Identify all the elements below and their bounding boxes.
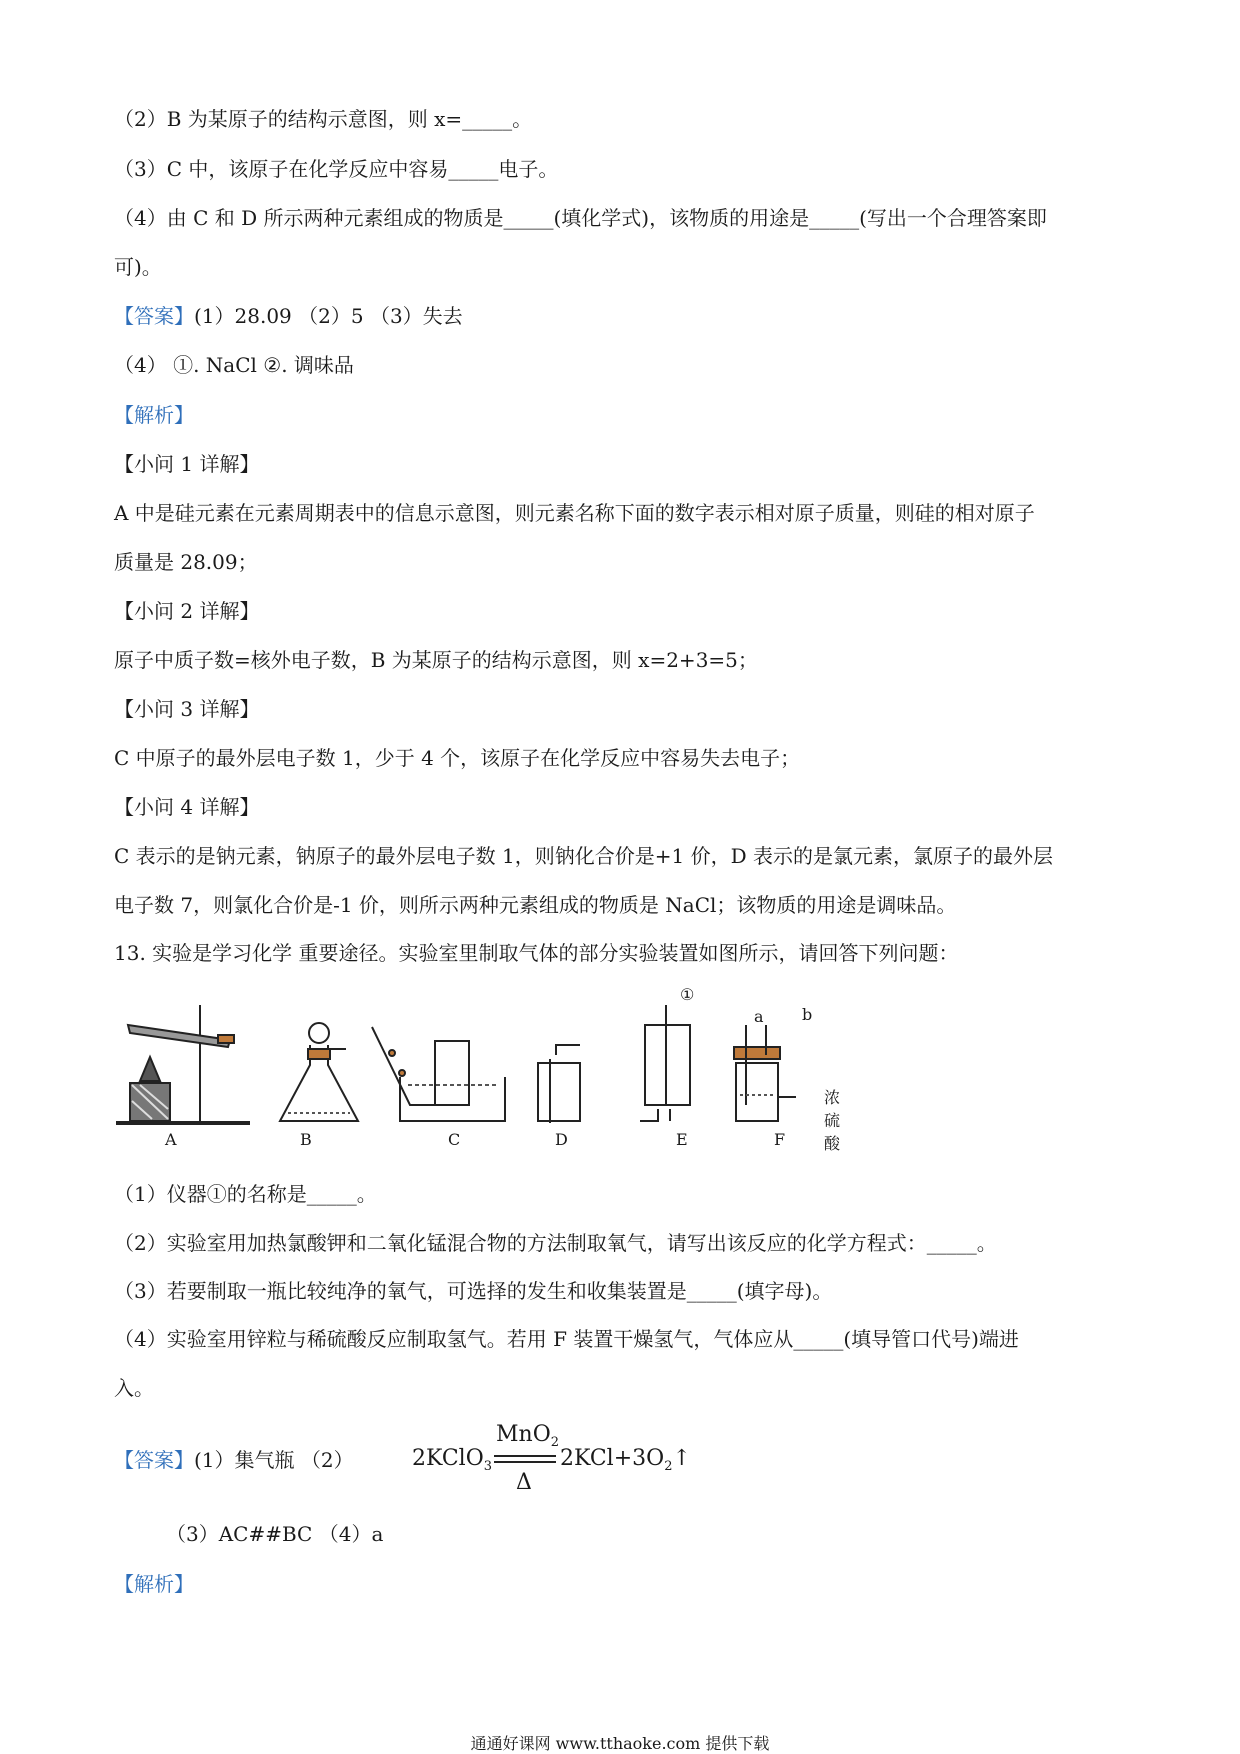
analysis-heading-13: 【解析】 (114, 1572, 194, 1596)
marker-1: ① (680, 985, 695, 1004)
eq-bar-bottom (494, 1461, 556, 1463)
eq-reactant: 2KClO$_3$ (412, 1446, 493, 1474)
sub2-text: 原子中质子数=核外电子数，B 为某原子的结构示意图，则 x=2+3=5； (114, 648, 758, 672)
label-E: E (676, 1130, 688, 1149)
q13-part2: （2）实验室用加热氯酸钾和二氧化锰混合物的方法制取氧气，请写出该反应的化学方程式：_____。 (114, 1231, 997, 1255)
q12-part3: （3）C 中，该原子在化学反应中容易_____电子。 (114, 157, 559, 181)
sub1-heading: 【小问 1 详解】 (114, 452, 260, 476)
q13-part3: （3）若要制取一瓶比较纯净的氧气，可选择的发生和收集装置是_____(填字母)。 (114, 1279, 833, 1303)
q13-part4-line1: （4）实验室用锌粒与稀硫酸反应制取氢气。若用 F 装置干燥氢气，气体应从_____(填导管口代号)端进 (114, 1327, 1019, 1351)
analysis-heading: 【解析】 (114, 403, 194, 427)
q12-part4-line1: （4）由 C 和 D 所示两种元素组成的物质是_____(填化学式)，该物质的用途是_____(写出一个合理答案即 (114, 206, 1047, 230)
sub3-text: C 中原子的最外层电子数 1，少于 4 个，该原子在化学反应中容易失去电子； (114, 746, 801, 770)
answer-12-values: (1）28.09 （2）5 （3）失去 (194, 304, 463, 328)
eq-bar-top (494, 1455, 556, 1457)
label-C: C (448, 1130, 461, 1149)
chemical-equation (412, 1422, 732, 1502)
sub3-heading: 【小问 3 详解】 (114, 697, 260, 721)
label-B: B (300, 1130, 312, 1149)
label-A: A (165, 1130, 177, 1149)
label-D: D (555, 1130, 568, 1149)
sub4-heading: 【小问 4 详解】 (114, 795, 260, 819)
acid-label: 浓硫酸 (824, 1088, 841, 1153)
question-13: 13. 实验是学习化学 重要途径。实验室里制取气体的部分实验装置如图所示，请回答下列问题： (114, 941, 959, 965)
sub4-text-1: C 表示的是钠元素，钠原子的最外层电子数 1，则钠化合价是+1 价，D 表示的是氯元素，氯原子的最外层 (114, 844, 1053, 868)
port-b: b (802, 1005, 813, 1024)
q12-part2: （2）B 为某原子的结构示意图，则 x=_____。 (114, 107, 533, 131)
answer-12-line2: （4） ①. NaCl ②. 调味品 (114, 353, 354, 377)
eq-product: $2KCl+3O_2↑$ (560, 1446, 691, 1474)
eq-catalyst: MnO$_2$ (496, 1422, 560, 1450)
answer-13 (114, 1447, 354, 1473)
page-footer: 通通好课网 www.tthaoke.com 提供下载 (470, 1734, 770, 1753)
q12-part4-line2: 可)。 (114, 255, 162, 279)
answer-13-values: (1）集气瓶 （2） (194, 1448, 354, 1472)
answer-tag: 【答案】 (114, 304, 194, 328)
answer-tag-13: 【答案】 (114, 1448, 194, 1472)
sub1-text-2: 质量是 28.09； (114, 550, 258, 574)
label-F: F (774, 1130, 786, 1149)
sub1-text-1: A 中是硅元素在元素周期表中的信息示意图，则元素名称下面的数字表示相对原子质量，则硅的相对原子 (114, 501, 1035, 525)
answer-13-line2: （3）AC##BC （4）a (166, 1522, 384, 1546)
q13-part4-line2: 入。 (114, 1376, 154, 1400)
sub2-heading: 【小问 2 详解】 (114, 599, 260, 623)
sub4-text-2: 电子数 7，则氯化合价是-1 价，则所示两种元素组成的物质是 NaCl；该物质的用途是调味品。 (114, 893, 957, 917)
answer-12 (114, 303, 463, 329)
eq-condition: Δ (516, 1470, 532, 1495)
port-a: a (754, 1007, 764, 1026)
q13-part1: （1）仪器①的名称是_____。 (114, 1182, 377, 1206)
